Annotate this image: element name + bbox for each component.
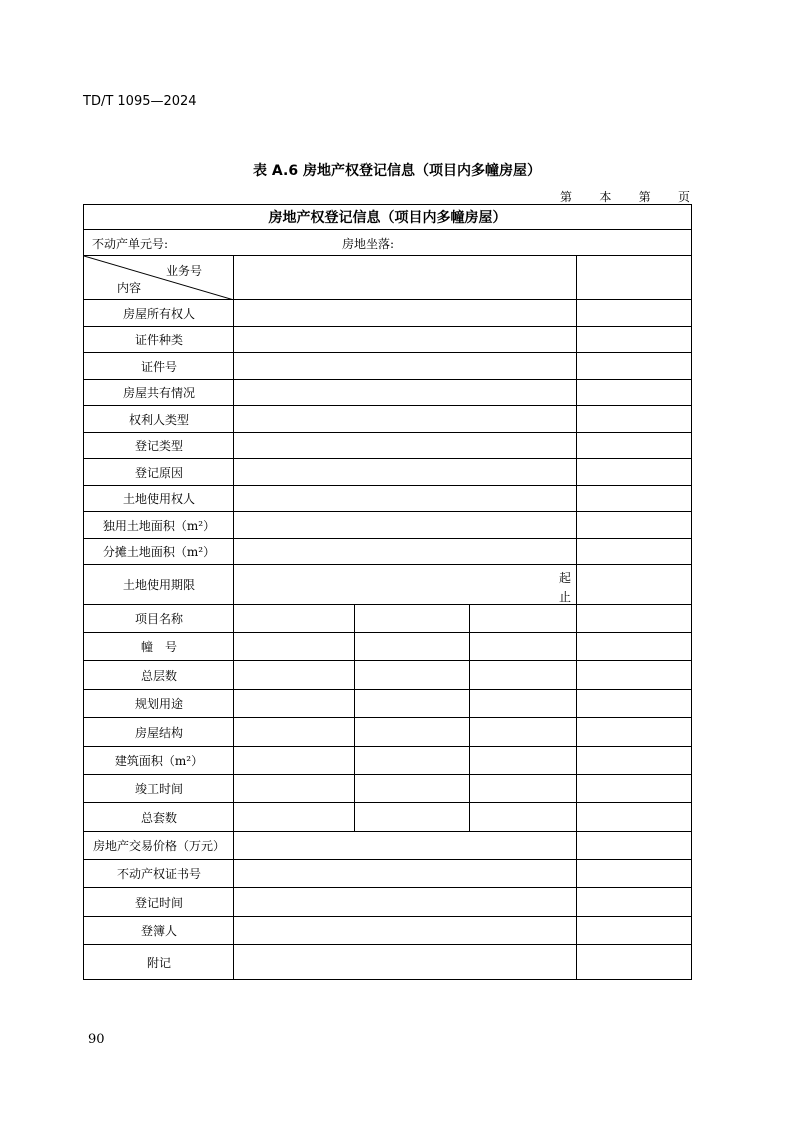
column-line: [354, 604, 355, 831]
page-counter-line: [560, 188, 690, 205]
business-number-header: 业务号: [166, 264, 203, 278]
term-end-label: 止: [559, 590, 572, 604]
row-label-project-name: 项目名称: [134, 612, 183, 626]
location-label: 房地坐落:: [342, 237, 395, 251]
row-label-floor-area: 建筑面积（m²）: [114, 754, 204, 768]
column-line: [469, 604, 470, 831]
row-label-registration-reason: 登记原因: [134, 465, 183, 480]
row-label-completion-time: 竣工时间: [134, 782, 183, 796]
form-title: 房地产权登记信息（项目内多幢房屋）: [268, 210, 507, 226]
page-counter-ye: 页: [677, 190, 690, 204]
row-label-building-number: 幢 号: [140, 640, 177, 654]
page-counter-di-1: 第: [560, 190, 573, 204]
table-caption: 表 A.6 房地产权登记信息（项目内多幢房屋）: [253, 163, 541, 179]
row-label-holder-type: 权利人类型: [128, 412, 189, 427]
row-label-notes: 附记: [146, 955, 171, 970]
row-label-co-ownership: 房屋共有情况: [122, 386, 195, 400]
row-label-transaction-price: 房地产交易价格（万元）: [92, 839, 225, 853]
column-line: [576, 255, 577, 979]
page-number: 90: [88, 1032, 105, 1047]
row-label-registrar: 登簿人: [140, 924, 177, 938]
row-label-planned-use: 规划用途: [134, 697, 183, 711]
row-label-structure: 房屋结构: [134, 725, 183, 740]
row-line: [84, 229, 691, 230]
unit-number-label: 不动产单元号:: [92, 237, 169, 251]
page-counter-ben: 本: [599, 190, 612, 204]
row-label-total-units: 总套数: [140, 810, 177, 825]
row-label-exclusive-land-area: 独用土地面积（m²）: [102, 518, 216, 533]
row-label-land-user: 土地使用权人: [122, 492, 195, 506]
row-label-id-number: 证件号: [140, 359, 177, 374]
row-label-registration-time: 登记时间: [134, 895, 183, 910]
row-label-total-floors: 总层数: [140, 668, 177, 683]
row-label-shared-land-area: 分摊土地面积（m²）: [102, 545, 216, 559]
row-label-certificate-number: 不动产权证书号: [116, 867, 201, 881]
row-label-land-use-term: 土地使用期限: [122, 578, 195, 592]
content-header: 内容: [117, 281, 142, 295]
row-label-registration-type: 登记类型: [134, 439, 183, 453]
row-label-id-type: 证件种类: [134, 333, 183, 347]
page-counter-di-2: 第: [638, 190, 651, 204]
diagonal-header-line: [84, 256, 234, 300]
standard-code: TD/T 1095—2024: [83, 94, 197, 109]
term-start-label: 起: [559, 571, 572, 585]
row-label-owner: 房屋所有权人: [122, 306, 195, 321]
